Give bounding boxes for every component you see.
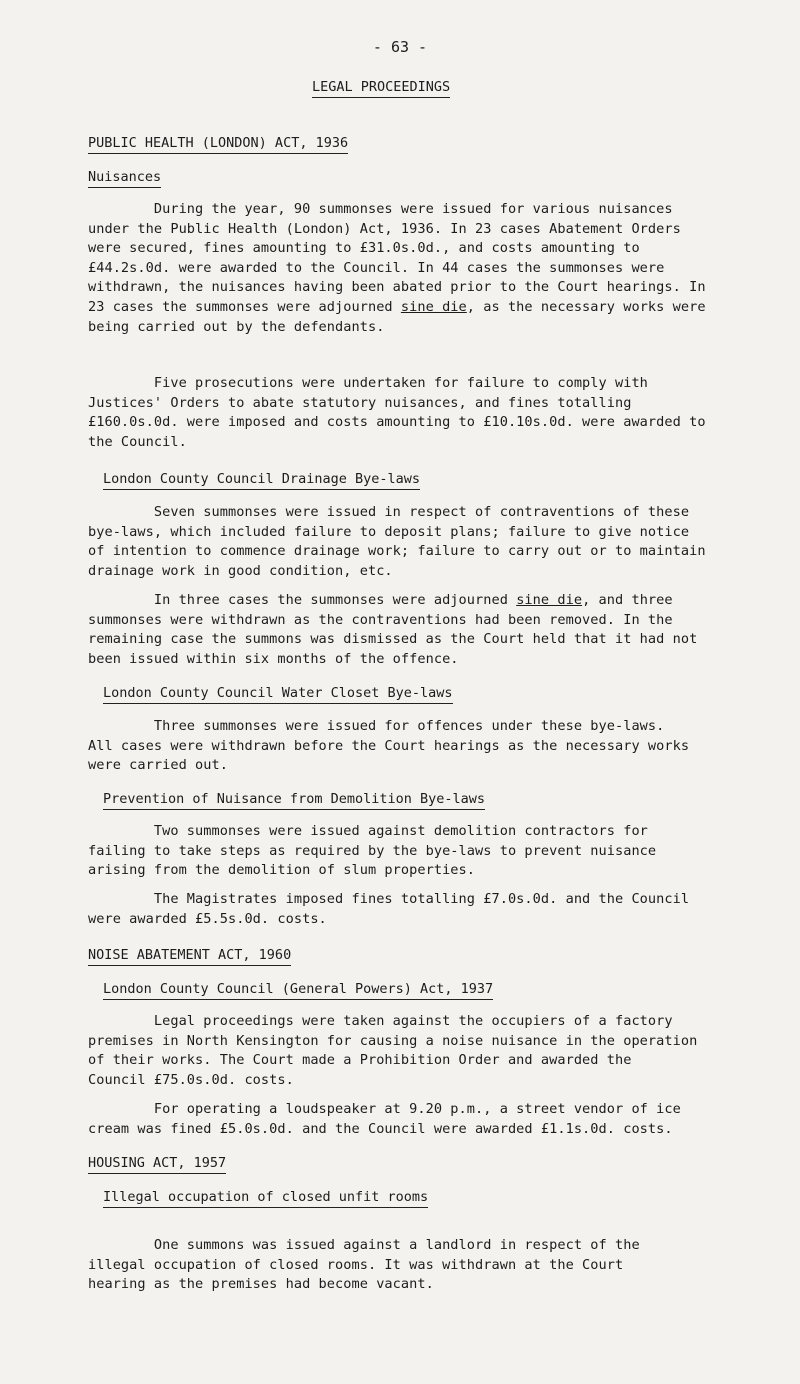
heading-water-closet-bye-laws: London County Council Water Closet Bye-laws: [103, 684, 453, 704]
paragraph-drainage-summonses: Seven summonses were issued in respect of contraventions of these bye-laws, which included failure to deposit plans; failure to give notice of intention to commence drainage work; failure to carry out or to maintain drainage work in good condition, etc.: [88, 504, 706, 579]
paragraph-water-closet: Three summonses were issued for offences under these bye-laws. All cases were withdrawn before the Court hearings as the necessary works were carried out.: [88, 718, 690, 774]
paragraph-nuisances-summonses: During the year, 90 summonses were issued for various nuisances under the Public Health (London) Act, 1936. In 23 cases Abatement Orders were secured, fines amounting to £31.0s.0d., and costs amounting to £44.2s.0d. were awarded to the Council. In 44 cases the summonses were withdrawn, the nuisances having been abated prior to the Court hearings. In 23 cases the summonses were adjourned sine die, as the necessary works were being carried out by the defendants.: [88, 201, 706, 335]
heading-drainage-bye-laws: London County Council Drainage Bye-laws: [103, 470, 420, 490]
paragraph-prosecutions: Five prosecutions were undertaken for failure to comply with Justices' Orders to abate statutory nuisances, and fines totalling £160.0s.0d. were imposed and costs amounting to £10.10s.0d. were awarded to the Council.: [88, 375, 706, 450]
paragraph-noise-factory: Legal proceedings were taken against the occupiers of a factory premises in North Kensington for causing a noise nuisance in the operation of their works. The Court made a Prohibition Order and awarded the Council £75.0s.0d. costs.: [88, 1013, 698, 1088]
paragraph-demolition-summonses: Two summonses were issued against demolition contractors for failing to take steps as required by the bye-laws to prevent nuisance arising from the demolition of slum properties.: [88, 823, 657, 879]
heading-housing-act: HOUSING ACT, 1957: [88, 1154, 226, 1174]
page-title: LEGAL PROCEEDINGS: [312, 78, 450, 98]
paragraph-drainage-outcomes: In three cases the summonses were adjourned sine die, and three summonses were withdrawn as the contraventions had been removed. In the remaining case the summons was dismissed as the Court held that it had not been issued within six months of the offence.: [88, 592, 698, 667]
page-number: - 63 -: [372, 38, 428, 56]
paragraph-demolition-fines: The Magistrates imposed fines totalling £7.0s.0d. and the Council were awarded £5.5s.0d. costs.: [88, 891, 690, 927]
heading-nuisances: Nuisances: [88, 168, 161, 188]
heading-public-health-act: PUBLIC HEALTH (LONDON) ACT, 1936: [88, 134, 348, 154]
paragraph-illegal-occupation: One summons was issued against a landlord in respect of the illegal occupation of closed rooms. It was withdrawn at the Court hearing as the premises had become vacant.: [88, 1237, 640, 1293]
heading-general-powers-act: London County Council (General Powers) Act, 1937: [103, 980, 493, 1000]
heading-illegal-occupation: Illegal occupation of closed unfit rooms: [103, 1188, 428, 1208]
heading-demolition-bye-laws: Prevention of Nuisance from Demolition Bye-laws: [103, 790, 485, 810]
heading-noise-abatement-act: NOISE ABATEMENT ACT, 1960: [88, 946, 291, 966]
paragraph-noise-loudspeaker: For operating a loudspeaker at 9.20 p.m., a street vendor of ice cream was fined £5.0s.0d. and the Council were awarded £1.1s.0d. costs.: [88, 1101, 681, 1137]
